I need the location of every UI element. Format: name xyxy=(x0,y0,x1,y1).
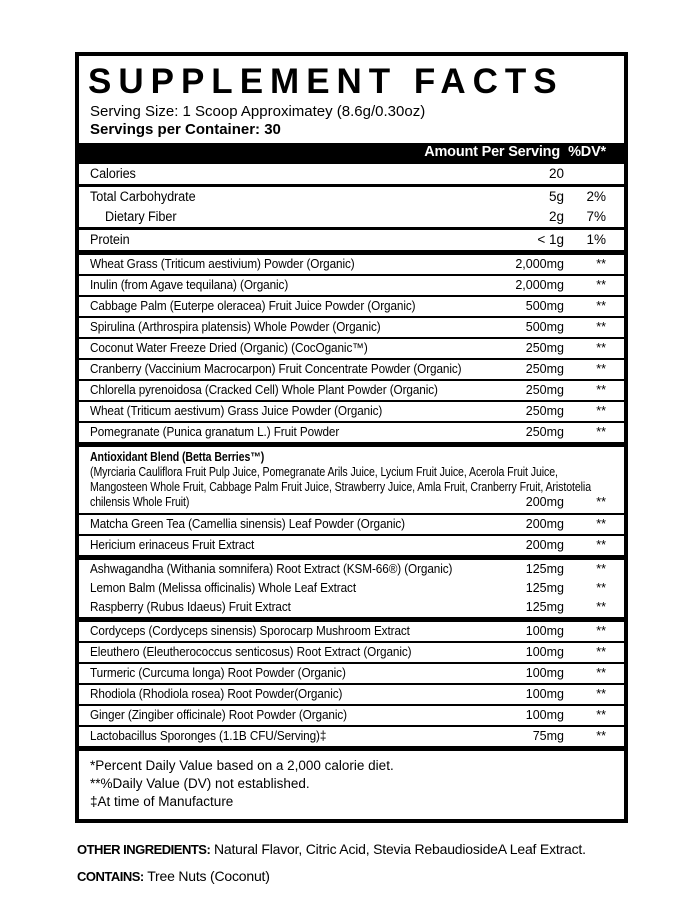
amount-value: 500mg xyxy=(525,299,564,313)
contains-label: CONTAINS: xyxy=(77,869,144,884)
ingredient-name: Cordyceps (Cordyceps sinensis) Sporocarp Mushroom Extract xyxy=(90,624,410,638)
amount-value: 2,000mg xyxy=(515,278,564,292)
dv-value: ** xyxy=(596,666,606,680)
ingredient-name: Calories xyxy=(90,166,136,181)
ingredient-name: Lactobacillus Sporonges (1.1B CFU/Serving)‡ xyxy=(90,729,327,743)
rows-container xyxy=(79,164,624,751)
percent-dv-header: %DV* xyxy=(568,144,606,160)
ingredient-name: Matcha Green Tea (Camellia sinensis) Leaf Powder (Organic) xyxy=(90,517,405,531)
other-ingredients-label: OTHER INGREDIENTS: xyxy=(77,842,211,857)
dv-value: 7% xyxy=(586,209,606,224)
amount-value: 200mg xyxy=(525,495,564,509)
table-row xyxy=(79,297,624,318)
other-ingredients-line xyxy=(77,836,700,863)
amount-value: 100mg xyxy=(525,666,564,680)
dv-value: ** xyxy=(596,495,606,509)
dv-value: ** xyxy=(596,341,606,355)
ingredient-name: Cranberry (Vaccinium Macrocarpon) Fruit Concentrate Powder (Organic) xyxy=(90,362,462,376)
blend-values xyxy=(522,495,606,510)
amount-value: 250mg xyxy=(525,341,564,355)
amount-value: 250mg xyxy=(525,404,564,418)
table-row xyxy=(79,318,624,339)
amount-value: 250mg xyxy=(525,383,564,397)
table-row xyxy=(79,622,624,643)
ingredient-name: Rhodiola (Rhodiola rosea) Root Powder(Organic) xyxy=(90,687,343,701)
amount-value: 100mg xyxy=(525,645,564,659)
table-row xyxy=(79,381,624,402)
dv-value: ** xyxy=(596,383,606,397)
serving-size: Serving Size: 1 Scoop Approximatey (8.6g/0.30oz) xyxy=(90,103,426,120)
ingredient-name: Total Carbohydrate xyxy=(90,189,196,204)
amount-value: 100mg xyxy=(525,708,564,722)
other-ingredients-text: Natural Flavor, Citric Acid, Stevia RebaudiosideA Leaf Extract. xyxy=(210,841,586,857)
dv-value: ** xyxy=(596,729,606,743)
ingredient-name: Wheat Grass (Triticum aestivium) Powder (Organic) xyxy=(90,257,355,271)
dv-value: ** xyxy=(596,425,606,439)
table-row xyxy=(79,402,624,423)
ingredient-name: Turmeric (Curcuma longa) Root Powder (Organic) xyxy=(90,666,346,680)
dv-value: 2% xyxy=(586,189,606,204)
ingredient-name: Protein xyxy=(90,232,130,247)
panel-title: SUPPLEMENT FACTS xyxy=(88,62,564,101)
footnotes xyxy=(79,751,624,819)
dv-value: ** xyxy=(596,687,606,701)
ingredient-name: Spirulina (Arthrospira platensis) Whole Powder (Organic) xyxy=(90,320,381,334)
dv-value: ** xyxy=(596,299,606,313)
table-row xyxy=(79,579,624,598)
amount-value: 75mg xyxy=(532,729,564,743)
table-row xyxy=(79,255,624,276)
amount-value: 20 xyxy=(548,166,564,181)
ingredient-name: Coconut Water Freeze Dried (Organic) (CocOganic™) xyxy=(90,341,368,355)
table-row xyxy=(79,706,624,727)
dv-value: ** xyxy=(596,645,606,659)
table-row xyxy=(79,560,624,579)
contains-text: Tree Nuts (Coconut) xyxy=(143,868,270,884)
dv-value: ** xyxy=(596,517,606,531)
ingredient-name: Ginger (Zingiber officinale) Root Powder (Organic) xyxy=(90,708,347,722)
label-footer xyxy=(77,836,700,890)
table-row xyxy=(79,164,624,187)
amount-value: 125mg xyxy=(525,562,564,576)
ingredient-name: Inulin (from Agave tequilana) (Organic) xyxy=(90,278,289,292)
amount-value: 2,000mg xyxy=(515,257,564,271)
contains-line xyxy=(77,863,700,890)
dv-value: ** xyxy=(596,708,606,722)
table-row xyxy=(79,230,624,255)
dv-value: ** xyxy=(596,320,606,334)
ingredient-name: Wheat (Triticum aestivum) Grass Juice Powder (Organic) xyxy=(90,404,383,418)
dv-value: ** xyxy=(596,362,606,376)
dv-value: ** xyxy=(596,404,606,418)
table-row xyxy=(79,187,624,207)
footnote-line: ‡At time of Manufacture xyxy=(90,794,234,809)
dv-value: ** xyxy=(596,562,606,576)
table-row xyxy=(79,515,624,536)
servings-per-container: Servings per Container: 30 xyxy=(90,121,281,138)
dv-value: ** xyxy=(596,600,606,614)
column-header-bar xyxy=(79,143,624,164)
amount-value: 5g xyxy=(548,189,564,204)
amount-value: 2g xyxy=(548,209,564,224)
table-row xyxy=(79,727,624,751)
dv-value: 1% xyxy=(586,232,606,247)
amount-value: 125mg xyxy=(525,581,564,595)
ingredient-name: Eleuthero (Eleutherococcus senticosus) Root Extract (Organic) xyxy=(90,645,412,659)
amount-value: 500mg xyxy=(525,320,564,334)
amount-value: 250mg xyxy=(525,425,564,439)
amount-per-serving-header: Amount Per Serving xyxy=(424,144,560,160)
amount-value: 100mg xyxy=(525,624,564,638)
amount-value: < 1g xyxy=(537,232,564,247)
ingredient-name: Ashwagandha (Withania somnifera) Root Extract (KSM-66®) (Organic) xyxy=(90,562,453,576)
table-row xyxy=(79,276,624,297)
blend-name: Antioxidant Blend (Betta Berries™) xyxy=(90,450,265,464)
amount-value: 200mg xyxy=(525,517,564,531)
table-row xyxy=(79,664,624,685)
ingredient-name: Cabbage Palm (Euterpe oleracea) Fruit Juice Powder (Organic) xyxy=(90,299,416,313)
dv-value: ** xyxy=(596,538,606,552)
amount-value: 125mg xyxy=(525,600,564,614)
ingredient-name: Lemon Balm (Melissa officinalis) Whole Leaf Extract xyxy=(90,581,357,595)
amount-value: 200mg xyxy=(525,538,564,552)
table-row xyxy=(79,598,624,622)
blend-desc: (Myrciaria Cauliflora Fruit Pulp Juice, Pomegranate Arils Juice, Lycium Fruit Juice, Acerola Fruit Juice, Mangosteen Whole Fruit, Cabbage Palm Fruit Juice, Strawberry Juice, Amla Fruit, Cranberry Fruit, Aristotelia chilensis Whole Fruit) xyxy=(90,465,592,509)
blend-row xyxy=(79,447,624,515)
amount-value: 100mg xyxy=(525,687,564,701)
supplement-facts-panel xyxy=(75,52,628,823)
table-row xyxy=(79,339,624,360)
dv-value: ** xyxy=(596,581,606,595)
table-row xyxy=(79,207,624,230)
amount-value: 250mg xyxy=(525,362,564,376)
table-row xyxy=(79,536,624,560)
table-row xyxy=(79,423,624,447)
ingredient-name: Dietary Fiber xyxy=(105,209,177,224)
footnote-line: **%Daily Value (DV) not established. xyxy=(90,776,310,791)
table-row xyxy=(79,360,624,381)
dv-value: ** xyxy=(596,624,606,638)
footnote-line: *Percent Daily Value based on a 2,000 calorie diet. xyxy=(90,758,394,773)
ingredient-name: Chlorella pyrenoidosa (Cracked Cell) Whole Plant Powder (Organic) xyxy=(90,383,438,397)
ingredient-name: Raspberry (Rubus Idaeus) Fruit Extract xyxy=(90,600,291,614)
ingredient-name: Pomegranate (Punica granatum L.) Fruit Powder xyxy=(90,425,340,439)
table-row xyxy=(79,643,624,664)
table-row xyxy=(79,685,624,706)
dv-value: ** xyxy=(596,278,606,292)
ingredient-name: Hericium erinaceus Fruit Extract xyxy=(90,538,255,552)
dv-value: ** xyxy=(596,257,606,271)
